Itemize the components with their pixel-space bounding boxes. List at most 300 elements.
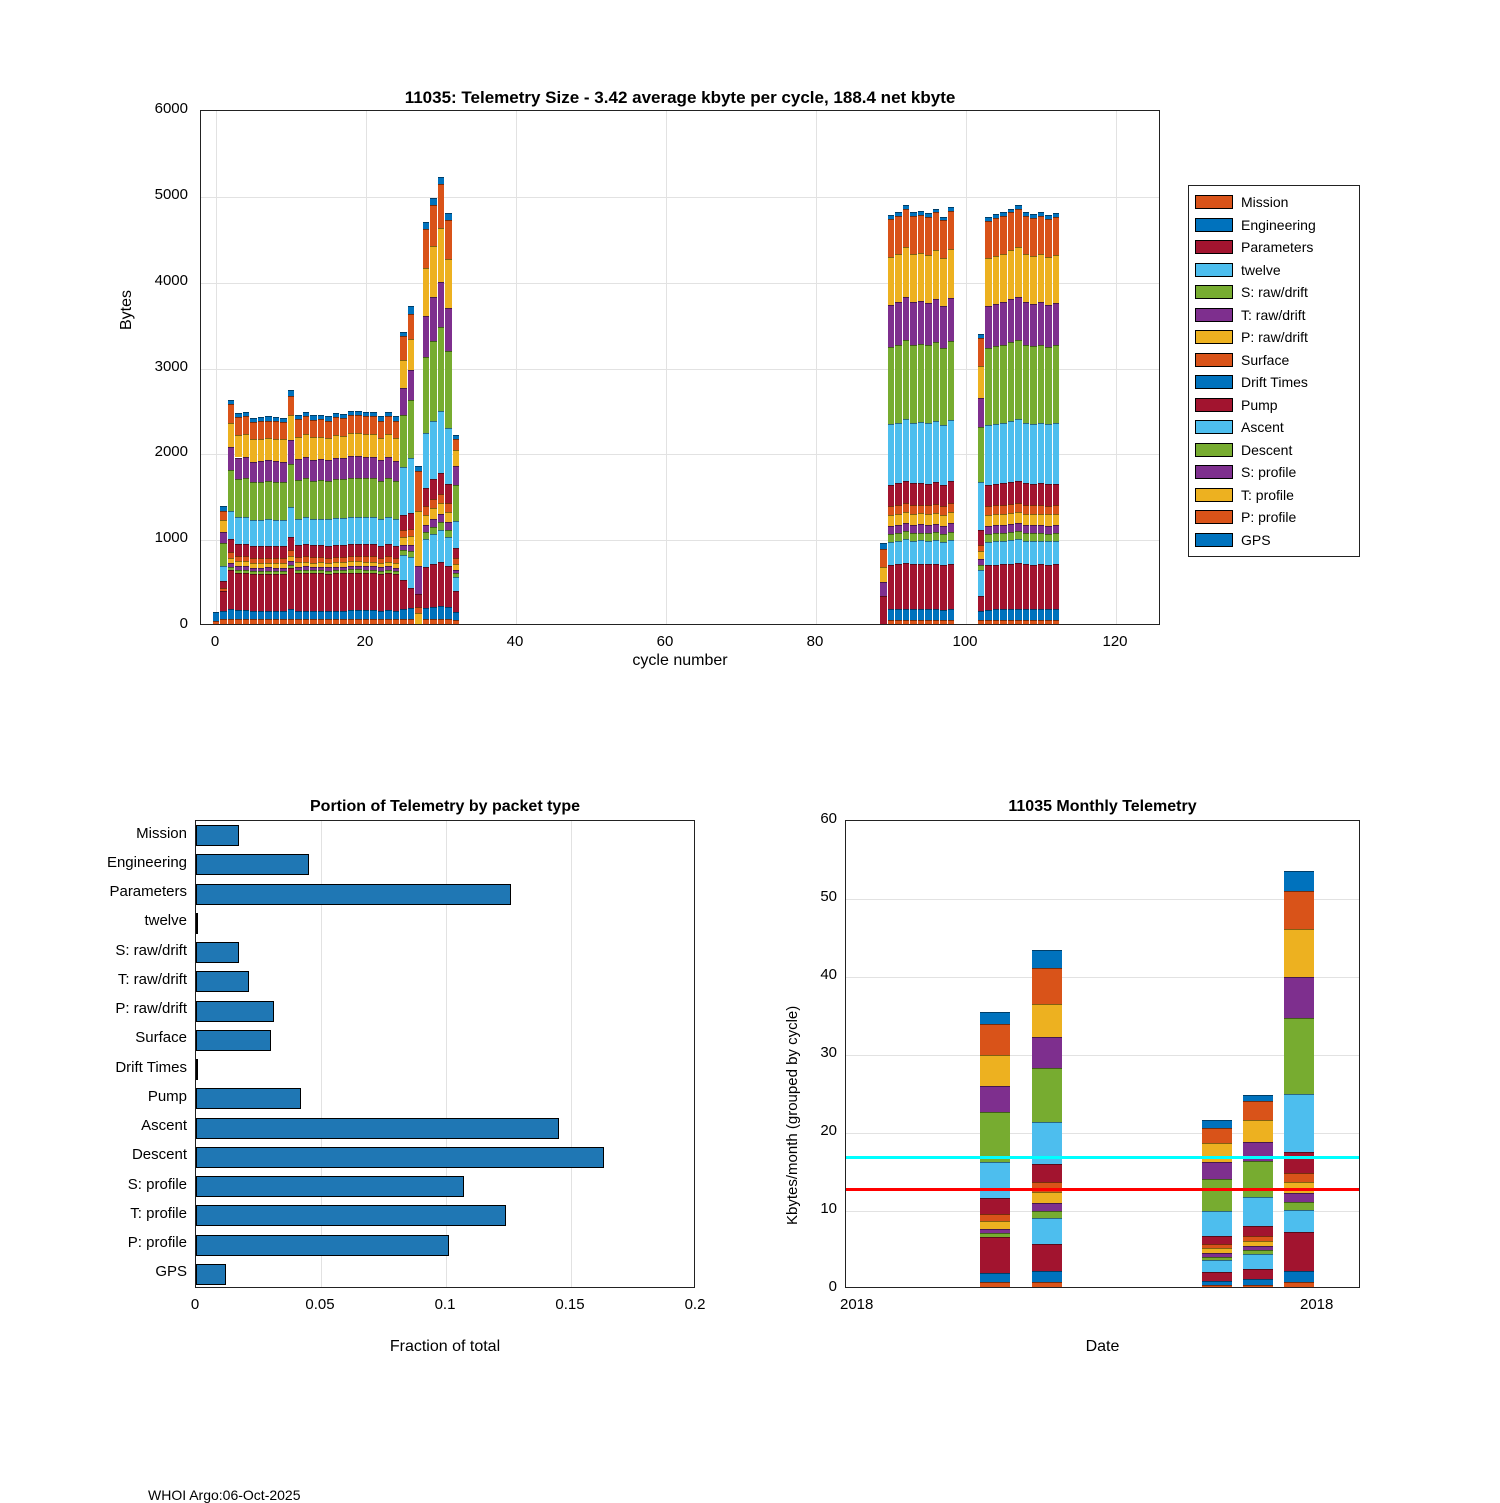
stacked-bar (363, 411, 370, 624)
bar-segment (918, 215, 925, 253)
bar-segment (273, 558, 280, 563)
bar-segment (370, 412, 377, 416)
top-chart-ylabel: Bytes (118, 289, 135, 330)
bar-segment (430, 205, 437, 246)
bar-segment (445, 512, 452, 523)
bar-segment (258, 571, 265, 574)
bar-segment (340, 518, 347, 545)
bar-segment (985, 526, 992, 534)
bar-segment (933, 421, 940, 482)
stacked-bar (888, 215, 895, 624)
bar-segment (933, 212, 940, 250)
bar-segment (453, 570, 460, 574)
bar-segment (355, 610, 362, 619)
bar-segment (1023, 302, 1030, 344)
bar-segment (933, 299, 940, 342)
bar-segment (325, 574, 332, 611)
bar-segment (948, 341, 955, 420)
legend-item[interactable] (1195, 326, 1353, 349)
horizontal-bar (196, 942, 239, 963)
bar-segment (340, 418, 347, 436)
bar-segment (243, 566, 250, 569)
bar-segment (438, 606, 445, 618)
bar-segment (1030, 565, 1037, 610)
bar-segment (333, 619, 340, 624)
x-tick-label: 0.1 (434, 1296, 456, 1313)
bar-segment (1038, 533, 1045, 541)
legend-item[interactable] (1195, 506, 1353, 529)
bar-segment (1202, 1257, 1232, 1260)
bar-segment (978, 338, 985, 365)
stacked-bar (235, 413, 242, 624)
bar-segment (333, 417, 340, 435)
bar-segment (1030, 256, 1037, 304)
bar-segment (1243, 1101, 1273, 1120)
bar-segment (303, 434, 310, 457)
bl-chart-title: Portion of Telemetry by packet type (310, 798, 580, 815)
bar-segment (948, 207, 955, 211)
legend-item[interactable] (1195, 461, 1353, 484)
bar-segment (333, 518, 340, 545)
bar-segment (1038, 254, 1045, 302)
bar-segment (280, 482, 287, 520)
bar-segment (933, 620, 940, 624)
bar-segment (453, 521, 460, 548)
x-tick-label: 20 (356, 633, 374, 650)
bar-segment (370, 556, 377, 561)
legend-item[interactable] (1195, 236, 1353, 259)
bar-segment (250, 619, 257, 624)
bar-segment (243, 570, 250, 573)
y-tick-label: 60 (820, 810, 837, 827)
bar-segment (1045, 215, 1052, 219)
category-label: Pump (147, 1087, 187, 1105)
bar-segment (220, 511, 227, 520)
bar-segment (918, 609, 925, 619)
bar-segment (985, 217, 992, 221)
bar-segment (273, 611, 280, 620)
legend-item[interactable] (1195, 529, 1353, 552)
bar-segment (918, 344, 925, 422)
bar-segment (265, 438, 272, 460)
bar-segment (400, 388, 407, 415)
horizontal-bar (196, 1147, 604, 1168)
bar-segment (1032, 1244, 1062, 1271)
bar-segment (348, 573, 355, 611)
bar-segment (925, 255, 932, 303)
stacked-bar (948, 207, 955, 624)
bar-segment (273, 482, 280, 520)
x-tick-label: 80 (806, 633, 824, 650)
bar-segment (235, 561, 242, 566)
bar-segment (453, 577, 460, 591)
bar-segment (940, 620, 947, 624)
bar-segment (993, 609, 1000, 619)
bar-segment (258, 421, 265, 438)
legend-item[interactable] (1195, 371, 1353, 394)
bar-segment (385, 434, 392, 457)
bar-segment (318, 611, 325, 620)
stacked-bar (1053, 213, 1060, 624)
bar-segment (423, 229, 430, 268)
bar-segment (250, 422, 257, 439)
bar-segment (258, 546, 265, 558)
bar-segment (1053, 525, 1060, 533)
bar-segment (933, 609, 940, 619)
bar-segment (355, 433, 362, 456)
stacked-bar (903, 205, 910, 624)
legend-item[interactable] (1195, 439, 1353, 462)
bar-segment (430, 564, 437, 607)
bar-segment (1000, 514, 1007, 525)
bar-segment (1032, 1004, 1062, 1038)
bar-segment (948, 503, 955, 512)
bar-segment (235, 435, 242, 458)
bar-segment (940, 610, 947, 620)
bar-segment (250, 563, 257, 567)
bar-segment (235, 610, 242, 619)
bar-segment (273, 563, 280, 567)
bar-segment (1284, 977, 1314, 1018)
bar-segment (1023, 423, 1030, 484)
bar-segment (423, 357, 430, 433)
horizontal-bar (196, 1118, 559, 1139)
bar-segment (303, 556, 310, 561)
bar-segment (250, 482, 257, 520)
bar-segment (978, 530, 985, 545)
bar-segment (918, 540, 925, 564)
bar-segment (985, 565, 992, 610)
bar-segment (393, 574, 400, 611)
bar-segment (265, 611, 272, 620)
y-tick-label: 1000 (154, 529, 188, 547)
legend-item[interactable] (1195, 259, 1353, 282)
bar-segment (408, 339, 415, 370)
bar-segment (250, 439, 257, 461)
bar-segment (453, 439, 460, 450)
bar-segment (288, 561, 295, 565)
legend-item[interactable] (1195, 416, 1353, 439)
bar-segment (250, 611, 257, 620)
bar-segment (318, 459, 325, 480)
bar-segment (925, 525, 932, 533)
stacked-bar (985, 217, 992, 624)
stacked-bar (340, 413, 347, 624)
bar-segment (318, 480, 325, 518)
bar-segment (393, 568, 400, 571)
bar-segment (895, 564, 902, 609)
bar-segment (363, 544, 370, 556)
bar-segment (948, 532, 955, 540)
bar-segment (1243, 1120, 1273, 1142)
bar-segment (1045, 347, 1052, 424)
bar-segment (888, 506, 895, 515)
bar-segment (925, 564, 932, 609)
legend-item[interactable] (1195, 304, 1353, 327)
legend-item-label: Parameters (1241, 239, 1314, 256)
bar-segment (378, 460, 385, 481)
bar-segment (250, 418, 257, 422)
category-label: Drift Times (115, 1058, 187, 1076)
bar-segment (378, 574, 385, 611)
bar-segment (948, 540, 955, 564)
bar-segment (258, 417, 265, 421)
bar-segment (355, 569, 362, 572)
category-label: Engineering (106, 853, 187, 871)
bar-segment (453, 558, 460, 563)
bar-segment (1202, 1211, 1232, 1236)
bar-segment (288, 556, 295, 561)
bar-segment (258, 482, 265, 520)
bar-segment (978, 545, 985, 551)
bar-segment (910, 541, 917, 565)
bar-segment (1243, 1279, 1273, 1284)
bar-segment (445, 537, 452, 566)
bar-segment (1284, 1271, 1314, 1282)
bar-segment (438, 184, 445, 229)
bar-segment (1015, 503, 1022, 512)
legend-swatch-icon (1195, 510, 1233, 524)
bar-segment (310, 570, 317, 573)
legend-item[interactable] (1195, 281, 1353, 304)
bar-segment (933, 504, 940, 513)
bar-segment (1015, 563, 1022, 609)
bar-segment (333, 557, 340, 562)
bar-segment (978, 551, 985, 559)
bar-segment (303, 544, 310, 556)
bar-segment (925, 213, 932, 217)
stacked-bar (423, 222, 430, 624)
bar-segment (258, 461, 265, 482)
top-chart-plot-area (200, 110, 1160, 625)
bar-segment (948, 420, 955, 481)
stacked-bar (265, 415, 272, 624)
stacked-bar (400, 341, 407, 624)
bar-segment (273, 571, 280, 574)
reference-line (846, 1156, 1359, 1159)
legend-item[interactable] (1195, 191, 1353, 214)
bar-segment (940, 542, 947, 565)
bar-segment (303, 457, 310, 478)
bar-segment (895, 533, 902, 541)
bar-segment (1284, 1018, 1314, 1094)
bar-segment (940, 534, 947, 542)
bar-segment (393, 519, 400, 546)
bar-segment (910, 216, 917, 254)
bar-segment (888, 347, 895, 424)
bar-segment (918, 513, 925, 524)
bar-segment (980, 1273, 1010, 1282)
bar-segment (1008, 609, 1015, 619)
bar-segment (385, 610, 392, 619)
bar-segment (948, 298, 955, 341)
bar-segment (445, 607, 452, 619)
bar-segment (385, 412, 392, 416)
bar-segment (310, 557, 317, 562)
bar-segment (1038, 541, 1045, 565)
bar-segment (288, 507, 295, 537)
bar-segment (228, 552, 235, 558)
bar-segment (985, 506, 992, 514)
category-label: Descent (131, 1146, 187, 1164)
bar-segment (400, 537, 407, 545)
stacked-bar (453, 435, 460, 624)
stacked-bar (310, 415, 317, 624)
bar-segment (310, 420, 317, 438)
bar-segment (1008, 504, 1015, 513)
bar-segment (423, 268, 430, 316)
bar-segment (438, 503, 445, 515)
bar-segment (318, 437, 325, 460)
bar-segment (993, 620, 1000, 624)
legend-item-label: Mission (1241, 194, 1289, 211)
bar-segment (1000, 254, 1007, 302)
bar-segment (400, 555, 407, 580)
bar-segment (295, 519, 302, 546)
br-chart-xlabel: Date (1085, 1338, 1120, 1355)
stacked-bar (303, 411, 310, 624)
bar-segment (453, 573, 460, 576)
monthly-telemetry-chart (760, 760, 1500, 1400)
bar-segment (430, 479, 437, 499)
bar-segment (1023, 564, 1030, 609)
bar-segment (980, 1198, 1010, 1214)
bar-segment (385, 478, 392, 517)
br-chart-plot-area (845, 820, 1360, 1288)
bar-segment (888, 609, 895, 619)
bar-segment (400, 360, 407, 388)
gridline (571, 821, 572, 1287)
bar-segment (430, 246, 437, 297)
bar-segment (1243, 1226, 1273, 1236)
bar-segment (980, 1024, 1010, 1055)
bar-segment (445, 259, 452, 308)
bar-segment (333, 562, 340, 567)
bar-segment (280, 611, 287, 620)
bar-segment (273, 439, 280, 461)
bar-segment (1243, 1254, 1273, 1269)
bar-segment (985, 348, 992, 425)
bar-segment (910, 212, 917, 216)
bar-segment (325, 563, 332, 567)
bar-segment (985, 306, 992, 348)
bar-segment (265, 567, 272, 570)
bar-segment (393, 421, 400, 439)
bar-segment (393, 563, 400, 567)
bar-segment (980, 1162, 1010, 1198)
bar-segment (400, 515, 407, 530)
bar-segment (295, 570, 302, 573)
portion-by-packet-type-chart (0, 760, 760, 1400)
legend-item[interactable] (1195, 394, 1353, 417)
bar-segment (430, 421, 437, 479)
bar-segment (265, 416, 272, 420)
bar-segment (933, 540, 940, 564)
bar-segment (910, 609, 917, 619)
bar-segment (1032, 1037, 1062, 1067)
bar-segment (340, 619, 347, 624)
bar-segment (1284, 1232, 1314, 1271)
bar-segment (880, 582, 887, 596)
bar-segment (1008, 342, 1015, 421)
bar-segment (910, 505, 917, 514)
bar-segment (1202, 1272, 1232, 1281)
bar-segment (310, 567, 317, 570)
bar-segment (250, 462, 257, 483)
bar-segment (978, 565, 985, 570)
bar-segment (1053, 609, 1060, 619)
legend-item[interactable] (1195, 349, 1353, 372)
bar-segment (888, 424, 895, 484)
bar-segment (303, 517, 310, 544)
bar-segment (910, 525, 917, 533)
bar-segment (1038, 620, 1045, 624)
stacked-bar (910, 212, 917, 624)
legend-item[interactable] (1195, 484, 1353, 507)
bar-segment (438, 530, 445, 562)
bar-segment (1032, 1282, 1062, 1287)
bar-segment (1038, 423, 1045, 484)
bar-segment (310, 481, 317, 519)
bar-segment (453, 548, 460, 558)
bar-segment (1053, 505, 1060, 514)
bar-segment (288, 619, 295, 624)
top-chart-title: 11035: Telemetry Size - 3.42 average kbyte per cycle, 188.4 net kbyte (404, 88, 956, 107)
bar-segment (1202, 1253, 1232, 1257)
horizontal-bar (196, 1059, 198, 1080)
bar-segment (220, 588, 227, 591)
bar-segment (925, 345, 932, 423)
bar-segment (1000, 505, 1007, 514)
bar-segment (1053, 541, 1060, 565)
bar-segment (453, 466, 460, 485)
bar-segment (985, 425, 992, 485)
bar-segment (1038, 609, 1045, 619)
bar-segment (1008, 421, 1015, 482)
bar-segment (423, 567, 430, 607)
bar-segment (1045, 219, 1052, 257)
bar-segment (1000, 423, 1007, 484)
bar-segment (273, 461, 280, 482)
bar-segment (978, 427, 985, 482)
bar-segment (370, 416, 377, 434)
bar-segment (438, 473, 445, 494)
bar-segment (940, 348, 947, 425)
bar-segment (423, 515, 430, 525)
bar-segment (430, 519, 437, 527)
bar-segment (980, 1282, 1010, 1287)
bar-segment (288, 568, 295, 609)
bar-segment (940, 258, 947, 306)
bar-segment (355, 517, 362, 544)
bar-segment (370, 562, 377, 567)
stacked-bar (318, 414, 325, 624)
stacked-bar (355, 410, 362, 624)
bar-segment (243, 416, 250, 434)
category-label: Mission (136, 824, 187, 842)
bar-segment (1032, 1218, 1062, 1245)
bar-segment (400, 332, 407, 336)
bar-segment (430, 508, 437, 519)
bar-segment (220, 611, 227, 619)
legend-item[interactable] (1195, 214, 1353, 237)
stacked-bar (940, 217, 947, 624)
bar-segment (993, 346, 1000, 424)
bar-segment (1032, 1068, 1062, 1122)
bar-segment (925, 505, 932, 514)
bar-segment (978, 570, 985, 596)
bar-segment (220, 506, 227, 510)
